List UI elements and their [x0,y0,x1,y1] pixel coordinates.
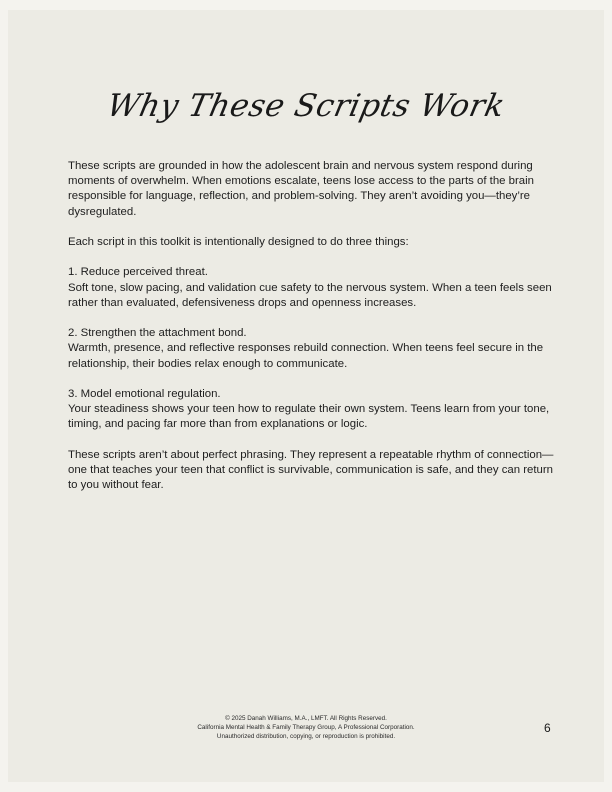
intro-paragraph: These scripts are grounded in how the adolescent brain and nervous system respond during moments of overwhelm. When emotions escalate, teens lose access to the parts of the brain responsible for language, reflection, and problem-solving. They aren’t avoiding you—they’re dysregulated. [68,160,534,218]
point-1-heading: 1. Reduce perceived threat. [68,266,208,279]
footer-line-2: California Mental Health & Family Therapy Group, A Professional Corporation. [197,724,415,731]
page-number: 6 [544,721,551,735]
point-1-text: Soft tone, slow pacing, and validation cue safety to the nervous system. When a teen feels seen rather than evaluated, defensiveness drops and openness increases. [68,281,552,309]
point-2-heading: 2. Strengthen the attachment bond. [68,327,247,340]
footer-line-3: Unauthorized distribution, copying, or reproduction is prohibited. [216,733,396,740]
point-2 [68,326,558,372]
page-title: Why These Scripts Work [103,88,509,124]
closing-paragraph: These scripts aren’t about perfect phrasing. They represent a repeatable rhythm of connection—one that teaches your teen that conflict is survivable, communication is safe, and they can return to you without fear. [68,448,554,492]
copyright-footer [8,714,604,741]
body-text [68,159,558,509]
point-3-text: Your steadiness shows your teen how to regulate their own system. Teens learn from your tone, timing, and pacing far more than from explanations or logic. [68,403,550,431]
point-1 [68,265,558,311]
point-3-heading: 3. Model emotional regulation. [68,387,221,400]
footer-line-1: © 2025 Danah Williams, M.A., LMFT. All Rights Reserved. [225,715,387,722]
lead-paragraph: Each script in this toolkit is intentionally designed to do three things: [68,236,409,248]
point-3 [68,387,558,433]
document-page [8,10,604,782]
point-2-text: Warmth, presence, and reflective responses rebuild connection. When teens feel secure in the relationship, their bodies relax enough to communicate. [68,342,544,370]
